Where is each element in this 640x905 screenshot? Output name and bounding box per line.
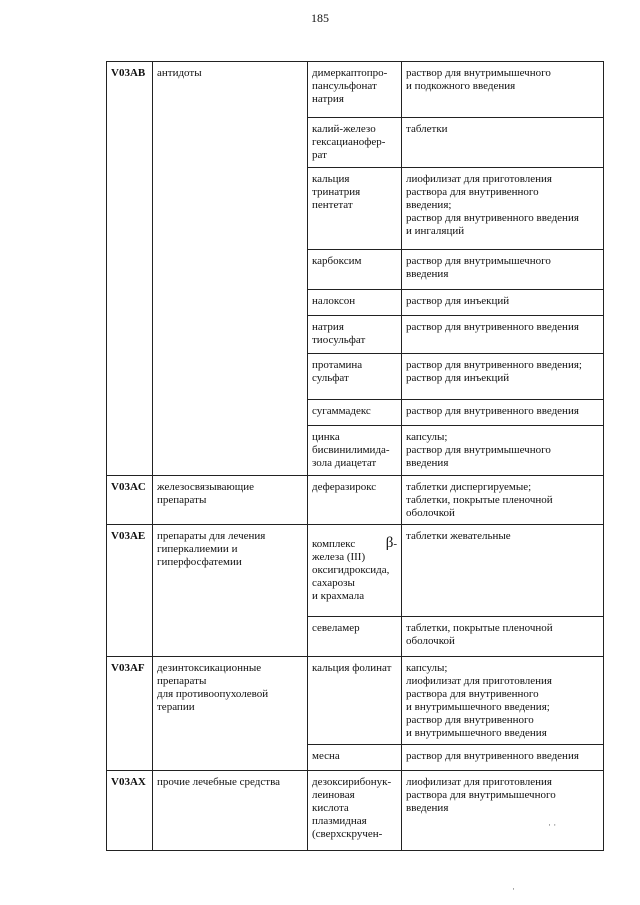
table-row (107, 771, 604, 851)
table-row (107, 476, 604, 525)
dosage-form: раствор для инъекций (402, 290, 604, 316)
dosage-form: таблетки диспергируемые; таблетки, покрытые пленочной оболочкой (402, 476, 604, 525)
table-row (107, 657, 604, 745)
atc-code: V03AE (107, 525, 153, 657)
atc-group: антидоты (153, 62, 308, 476)
atc-code: V03AB (107, 62, 153, 476)
atc-group: препараты для лечения гиперкалиемии и гиперфосфатемии (153, 525, 308, 657)
atc-code: V03AX (107, 771, 153, 851)
drug-name: протамина сульфат (308, 354, 402, 400)
dosage-form: раствор для внутримышечного введения (402, 250, 604, 290)
dosage-form: капсулы; лиофилизат для приготовления раствора для внутривенного и внутримышечного введения; раствор для внутривенного и внутримышечного введения (402, 657, 604, 745)
drug-name: дезоксирибонук- леиновая кислота плазмидная (сверхскручен- (308, 771, 402, 851)
drug-name: кальция тринатрия пентетат (308, 168, 402, 250)
drug-table (106, 61, 604, 851)
dosage-form: лиофилизат для приготовления раствора для внутривенного введения; раствор для внутривенного введения и ингаляций (402, 168, 604, 250)
drug-name: карбоксим (308, 250, 402, 290)
page-number: 185 (311, 11, 329, 25)
drug-name: калий-железо гексацианофер- рат (308, 118, 402, 168)
dosage-form: таблетки жевательные (402, 525, 604, 617)
table-row (107, 62, 604, 118)
drug-name: димеркаптопро- пансульфонат натрия (308, 62, 402, 118)
dosage-form: таблетки (402, 118, 604, 168)
atc-code: V03AF (107, 657, 153, 771)
atc-group: железосвязывающие препараты (153, 476, 308, 525)
atc-code: V03AC (107, 476, 153, 525)
dosage-form: капсулы; раствор для внутримышечного введения (402, 426, 604, 476)
dosage-form: раствор для внутривенного введения (402, 400, 604, 426)
drug-name: кальция фолинат (308, 657, 402, 745)
drug-name: сугаммадекс (308, 400, 402, 426)
dosage-form: раствор для внутривенного введения; раствор для инъекций (402, 354, 604, 400)
table-row (107, 525, 604, 617)
scan-mark: · (512, 884, 515, 894)
scan-mark: · · (548, 820, 557, 830)
drug-name: налоксон (308, 290, 402, 316)
dosage-form: раствор для внутривенного введения (402, 316, 604, 354)
atc-group: прочие лечебные средства (153, 771, 308, 851)
dosage-form: раствор для внутримышечного и подкожного введения (402, 62, 604, 118)
dosage-form: таблетки, покрытые пленочной оболочкой (402, 617, 604, 657)
drug-name: месна (308, 745, 402, 771)
drug-name: цинка бисвинилимида- зола диацетат (308, 426, 402, 476)
dosage-form: раствор для внутривенного введения (402, 745, 604, 771)
drug-name: натрия тиосульфат (308, 316, 402, 354)
drug-name: комплекс β- железа (III) оксигидроксида, сахарозы и крахмала (308, 525, 402, 617)
drug-name: севеламер (308, 617, 402, 657)
dosage-form: лиофилизат для приготовления раствора для внутримышечного введения (402, 771, 604, 851)
atc-group: дезинтоксикационные препараты для противоопухолевой терапии (153, 657, 308, 771)
drug-name: деферазирокс (308, 476, 402, 525)
